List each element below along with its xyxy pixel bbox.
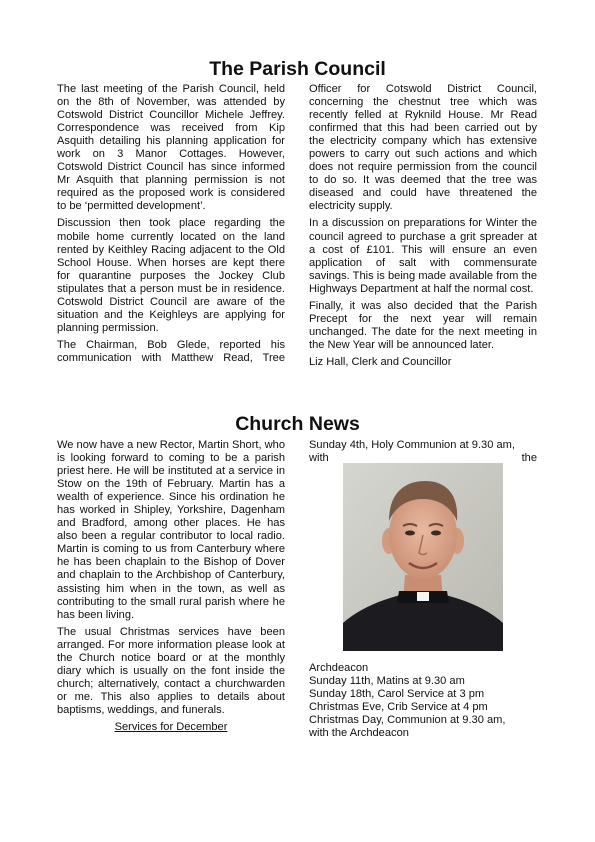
parish-column-right: [309, 83, 537, 373]
service-item: with the Archdeacon: [309, 727, 409, 740]
church-column-left: [57, 439, 285, 734]
services-list: [309, 662, 537, 740]
parish-paragraph-1: The last meeting of the Parish Council, held on the 8th of November, was attended by Cotswold District Councillor Michele Jeffrey. Correspondence was received from Kip Asquith detailing his planning application for work on 3 Manor Cottages. However, Cotswold District Council has since informed Mr Asquith that planning permission is not required as the proposed work is considered to be ‘permitted development’.: [57, 83, 285, 213]
service-item: Sunday 11th, Matins at 9.30 am: [309, 675, 465, 688]
parish-paragraph-6: Finally, it was also decided that the Parish Precept for the next year will remain unchanged. The date for the next meeting in the New Year will be announced later.: [309, 299, 537, 351]
service-item: Sunday 18th, Carol Service at 3 pm: [309, 688, 485, 701]
church-column-right: [309, 439, 537, 465]
church-paragraph-2: The usual Christmas services have been arranged. For more information please look at the Church notice board or at the monthly diary which is usually on the font inside the church; alternatively, contact a churchwarden or me. This also applies to details about baptisms, weddings, and funerals.: [57, 625, 285, 716]
rector-portrait-image: [343, 463, 503, 651]
parish-signature: Liz Hall, Clerk and Councillor: [309, 355, 452, 368]
parish-paragraph-3: The Chairman, Bob Glede, reported his communication with Matthew Read, Tree: [57, 338, 285, 364]
services-intro-with: with: [309, 452, 329, 465]
service-item: Christmas Eve, Crib Service at 4 pm: [309, 701, 488, 714]
parish-column-left: [57, 83, 285, 365]
parish-paragraph-2: Discussion then took place regarding the mobile home currently located on the land rented by Keithley Racing adjacent to the Old School House. When horses are kept there for quarantine purposes the Jockey Club stipulates that a person must be in residence. Cotswold District Council are aware of the situation and the Keighleys are applying for planning permission.: [57, 217, 285, 334]
church-news-heading: Church News: [235, 413, 360, 435]
services-intro-line-3: Archdeacon: [309, 662, 369, 674]
parish-paragraph-5: In a discussion on preparations for Winter the council agreed to purchase a grit spreader at a cost of £101. This will ensure an even application of salt with commensurate savings. This is being made available from the Highways Department at half the normal cost.: [309, 217, 537, 295]
service-item: Christmas Day, Communion at 9.30 am,: [309, 714, 506, 727]
services-intro-the: the: [521, 452, 537, 465]
parish-council-heading: The Parish Council: [209, 58, 386, 80]
services-heading: Services for December: [114, 720, 228, 733]
services-intro-line-1: Sunday 4th, Holy Communion at 9.30 am,: [309, 439, 515, 451]
rector-photo: [343, 463, 503, 651]
parish-paragraph-4: Officer for Cotswold District Council, concerning the chestnut tree which was recently felled at Ryknild House. Mr Read confirmed that this had been carried out by the electricity company which has extensive powers to carry out such actions and which does not require permission from the council to do so. It was deemed that the tree was diseased and could have threatened the electricity supply.: [309, 83, 537, 213]
church-paragraph-1: We now have a new Rector, Martin Short, who is looking forward to coming to be a parish priest here. He will be instituted at a service in Stow on the 19th of February. Martin has a wealth of experience. Since his ordination he has worked in Shipley, Yorkshire, Dagenham and Bradford, among other places. He has also been a regular contributor to local radio. Martin is coming to us from Canterbury where he has been chaplain to the Bishop of Dover and chaplain to the Archbishop of Canterbury, assisting him when in the town, as well as contributing to the small rural parish where he has been living.: [57, 439, 285, 621]
